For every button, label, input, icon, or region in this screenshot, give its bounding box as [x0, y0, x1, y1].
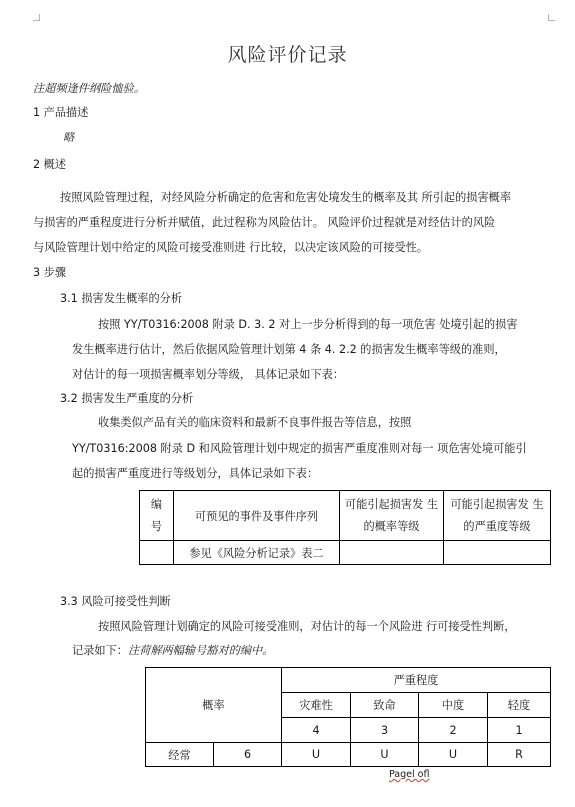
- section-3-heading: 3 步骤: [33, 266, 67, 279]
- header-severity: 严重程度: [282, 668, 551, 693]
- corner-mark-top-right: [548, 14, 555, 21]
- reference-cell: 参见《风险分析记录》表二: [174, 541, 340, 565]
- section-2-para-line: 与损害的严重程度进行分析并赋值，此过程称为风险估计。 风险评价过程就是对经估计的风险: [33, 216, 496, 229]
- section-1-heading: 1 产品描述: [33, 106, 89, 119]
- severity-column-header: 轻度: [488, 693, 551, 718]
- header-number: [140, 491, 174, 541]
- header-severity-line: 可能引起损害发 生: [450, 497, 544, 511]
- note-line: 注超频逢件纲险恤验。: [33, 82, 145, 95]
- table-cell: [140, 541, 174, 565]
- severity-column-header: 中度: [419, 693, 488, 718]
- corner-mark-top-left: [33, 14, 40, 21]
- severity-column-header: 致命: [351, 693, 419, 718]
- section-3-1-para-line: 按照 YY/T0316:2008 附录 D. 3. 2 对上一步分析得到的每一项危害 处境引起的损害: [98, 318, 518, 331]
- severity-level-number: 4: [282, 718, 351, 743]
- header-probability-level: [340, 491, 444, 541]
- section-3-2-para-line: 收集类似产品有关的临床资料和最新不良事件报告等信息，按照: [98, 416, 412, 429]
- section-3-1-para-line: 发生概率进行估计，然后依据风险管理计划第 4 条 4. 2.2 的损害发生概率等级的准则，: [72, 343, 506, 356]
- header-number-line: 号: [150, 519, 163, 533]
- para-prefix: 记录如下：: [72, 644, 128, 657]
- section-3-2-para-line: 起的损害严重度进行等级划分，具体记录如下表：: [72, 467, 319, 480]
- header-probability-line: 的概率等级: [363, 519, 420, 533]
- severity-level-number: 2: [419, 718, 488, 743]
- section-3-3-heading: 3.3 风险可接受性判断: [60, 595, 171, 608]
- section-3-1-heading: 3.1 损害发生概率的分析: [60, 292, 183, 305]
- severity-level-number: 1: [488, 718, 551, 743]
- page-footer: Pagel ofl: [389, 769, 430, 780]
- section-3-2-heading: 3.2 损害发生严重度的分析: [60, 392, 194, 405]
- header-probability: 概率: [146, 668, 282, 743]
- risk-cell: U: [351, 743, 419, 767]
- section-3-3-para-line: [72, 642, 273, 658]
- probability-row-number: 6: [214, 743, 282, 767]
- section-2-para-line: 按照风险管理过程，对经风险分析确定的危害和危害处境发生的概率及其 所引起的损害概率: [60, 191, 512, 204]
- risk-cell: U: [282, 743, 351, 767]
- section-2-heading: 2 概述: [33, 158, 67, 171]
- header-event: 可预见的事件及事件序列: [174, 491, 340, 541]
- risk-matrix-table: [145, 667, 551, 767]
- section-3-1-para-line: 对估计的每一项损害概率划分等级， 具体记录如下表：: [72, 368, 345, 381]
- table-cell: [340, 541, 444, 565]
- severity-level-number: 3: [351, 718, 419, 743]
- para-note: 注荷解两幅输号豁对的编中。: [127, 644, 274, 657]
- header-number-line: 编: [150, 497, 163, 511]
- section-3-2-para-line: YY/T0316:2008 附录 D 和风险管理计划中规定的损害严重度准则对每一 项危害处境可能引: [72, 442, 527, 455]
- risk-cell: R: [488, 743, 551, 767]
- section-3-3-para-line: 按照风险管理计划确定的风险可接受准则，对估计的每一个风险进 行可接受性判断，: [98, 620, 516, 633]
- page-title: 风险评价记录: [227, 44, 348, 66]
- severity-table: [139, 490, 551, 565]
- risk-cell: U: [419, 743, 488, 767]
- table-cell: [444, 541, 551, 565]
- header-severity-level: [444, 491, 551, 541]
- header-probability-line: 可能引起损害发 生: [344, 497, 439, 511]
- section-2-para-line: 与风险管理计划中给定的风险可接受准则进 行比较，以决定该风险的可接受性。: [33, 241, 429, 254]
- severity-column-header: 灾难性: [282, 693, 351, 718]
- probability-row-label: 经常: [146, 743, 214, 767]
- section-1-body: 略: [63, 131, 75, 144]
- header-severity-line: 的严重度等级: [463, 519, 531, 533]
